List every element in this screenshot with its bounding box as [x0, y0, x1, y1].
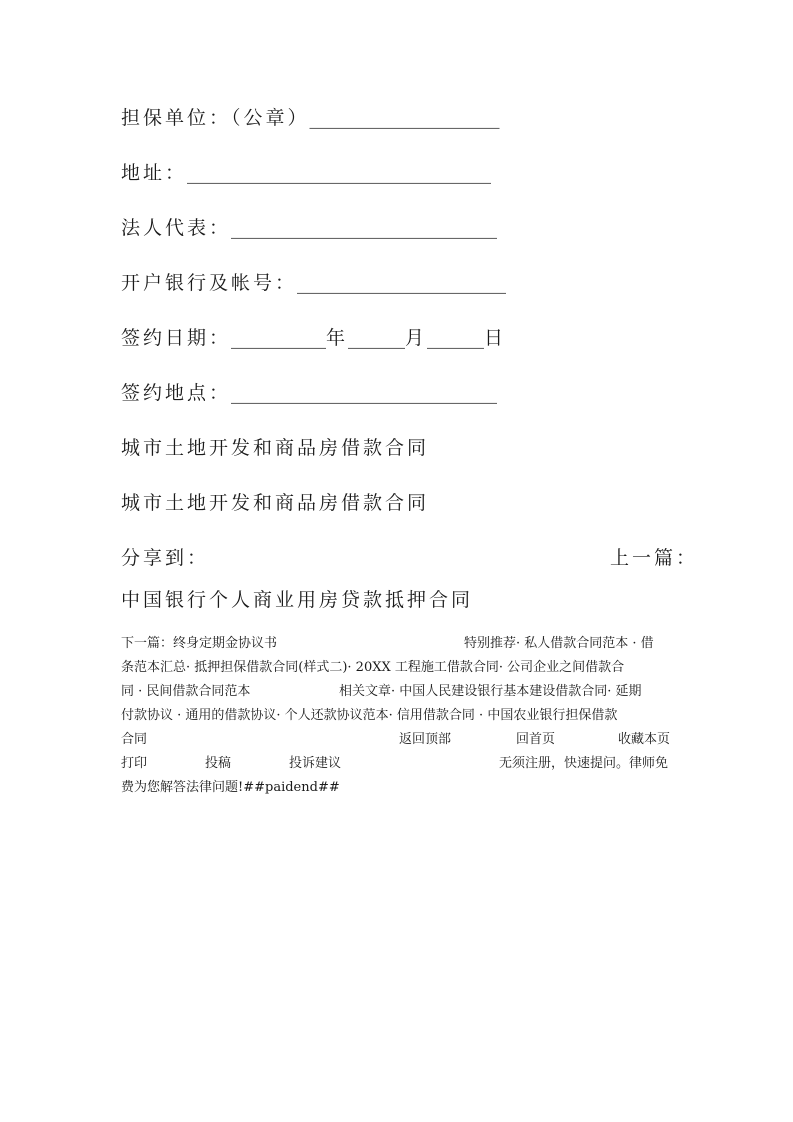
guarantor-field — [121, 106, 500, 130]
related-articles-line3[interactable]: 合同 — [121, 732, 148, 747]
home-link[interactable]: 回首页 — [516, 732, 556, 747]
contract-title-2: 城市土地开发和商品房借款合同 — [121, 492, 430, 514]
bank-account-blank: ______________________ — [297, 272, 507, 294]
guarantor-label: 担保单位：（公章） — [121, 107, 310, 129]
legal-rep-field — [121, 216, 497, 240]
bank-account-label: 开户银行及帐号： — [121, 272, 298, 294]
legal-rep-blank: ____________________________ — [231, 217, 498, 239]
print-link[interactable]: 打印 — [121, 756, 148, 771]
sign-place-field — [121, 381, 497, 405]
recommend-links[interactable]: 特别推荐· 私人借款合同范本 · 借 — [464, 636, 654, 651]
recommend-links-line2[interactable]: 条范本汇总· 抵押担保借款合同(样式二)· 20XX 工程施工借款合同· 公司企业之间借款合 — [121, 660, 625, 675]
related-articles[interactable]: 相关文章· 中国人民建设银行基本建设借款合同· 延期 — [339, 684, 642, 699]
contract-title-1: 城市土地开发和商品房借款合同 — [121, 437, 430, 459]
month-blank: ______ — [348, 327, 406, 349]
sign-date-field — [121, 326, 506, 350]
bank-account-field — [121, 271, 506, 295]
complaint-link[interactable]: 投诉建议 — [289, 756, 342, 771]
ask-lawyer-link[interactable]: 无须注册，快速提问。律师免 — [499, 756, 669, 771]
year-label: 年 — [326, 327, 349, 349]
day-blank: ______ — [427, 327, 485, 349]
bookmark-link[interactable]: 收藏本页 — [618, 732, 671, 747]
submit-link[interactable]: 投稿 — [205, 756, 232, 771]
address-label: 地址： — [121, 162, 188, 184]
prev-article-link[interactable]: 中国银行个人商业用房贷款抵押合同 — [121, 589, 474, 611]
year-blank: __________ — [231, 327, 327, 349]
recommend-links-line3[interactable]: 同 · 民间借款合同范本 — [121, 684, 251, 699]
back-to-top-link[interactable]: 返回顶部 — [399, 732, 452, 747]
share-label: 分享到： — [121, 547, 210, 569]
day-label: 日 — [484, 327, 507, 349]
address-blank: ________________________________ — [187, 162, 492, 184]
prev-article-label: 上一篇： — [610, 547, 699, 569]
sign-place-blank: ____________________________ — [231, 382, 498, 404]
guarantor-blank: ____________________ — [309, 107, 500, 129]
related-articles-line2[interactable]: 付款协议 · 通用的借款协议· 个人还款协议范本· 信用借款合同 · 中国农业银行担保借款 — [121, 708, 618, 723]
legal-rep-label: 法人代表： — [121, 217, 232, 239]
sign-date-label: 签约日期： — [121, 327, 232, 349]
month-label: 月 — [405, 327, 428, 349]
ask-lawyer-line2: 费为您解答法律问题!##paidend## — [121, 780, 340, 795]
sign-place-label: 签约地点： — [121, 382, 232, 404]
address-field — [121, 161, 491, 185]
next-article-link[interactable]: 下一篇：终身定期金协议书 — [121, 636, 278, 651]
